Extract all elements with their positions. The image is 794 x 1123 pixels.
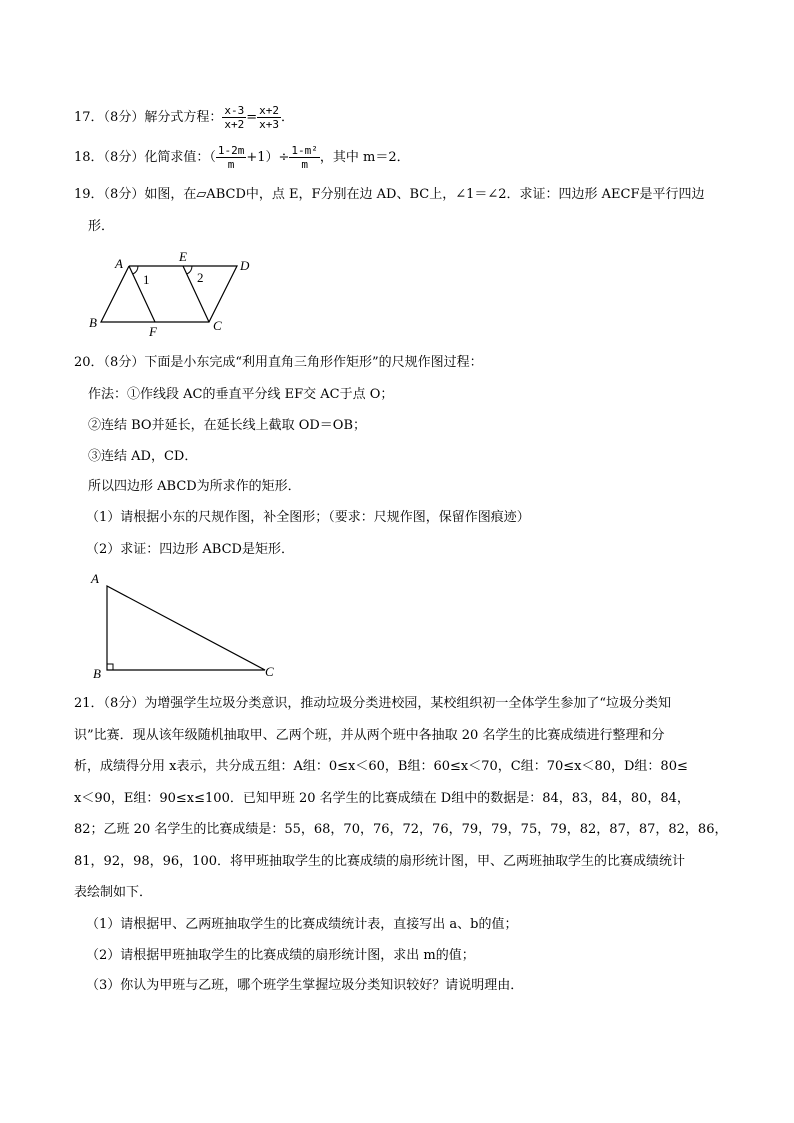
parallelogram-figure [85, 249, 265, 342]
parallelogram-outline [101, 266, 237, 322]
label-e: E [179, 249, 187, 264]
label-angle-1: 1 [143, 272, 150, 287]
q21-line-4: x＜90，E组：90≤x≤100．已知甲班 20 名学生的比赛成绩在 D组中的数据是：84，83，84，80，84， [74, 791, 690, 806]
label-c: C [265, 664, 274, 679]
q18-fraction-1 [216, 144, 247, 171]
label-d: D [240, 258, 250, 273]
segment-af [129, 266, 155, 322]
label-c: C [213, 318, 222, 333]
q17-fraction-2 [257, 104, 281, 131]
label-f: F [149, 324, 157, 339]
q21-line-6: 81，92，98，96，100．将甲班抽取学生的比赛成绩的扇形统计图，甲、乙两班抽取学生的比赛成绩统计 [74, 854, 685, 869]
q20-line-1: 20．（8分）下面是小东完成“利用直角三角形作矩形”的尺规作图过程： [74, 355, 483, 370]
angle-1-arc [133, 266, 138, 274]
label-b: B [89, 315, 97, 330]
q18-f2-denominator: m [301, 158, 308, 171]
q21-line-1: 21．（8分）为增强学生垃圾分类意识，推动垃圾分类进校园，某校组织初一全体学生参加了“垃圾分类知 [74, 696, 671, 711]
q20-step-2: ②连结 BO并延长，在延长线上截取 OD＝OB； [88, 418, 367, 433]
segment-ec [183, 266, 209, 322]
right-triangle-figure [85, 568, 285, 680]
q17-f1-numerator: x-3 [224, 104, 245, 117]
q20-part-2: （2）求证：四边形 ABCD是矩形． [86, 542, 294, 557]
q21-part-3: （3）你认为甲班与乙班，哪个班学生掌握垃圾分类知识较好？请说明理由． [86, 978, 524, 993]
q17-f2-denominator: x+3 [259, 118, 279, 131]
q21-line-5: 82；乙班 20 名学生的比赛成绩是：55，68，70，76，72，76，79，79，75，79，82，87，87，82，86， [74, 822, 728, 837]
q18-fraction-2 [289, 144, 320, 171]
q17-fraction-1 [222, 104, 246, 131]
label-a: A [91, 571, 99, 586]
q17-line [74, 104, 294, 131]
triangle-abc [107, 586, 265, 670]
q21-part-2: （2）请根据甲班抽取学生的比赛成绩的扇形统计图，求出 m的值； [86, 948, 475, 963]
label-angle-2: 2 [197, 270, 204, 285]
q20-step-3: ③连结 AD，CD． [88, 449, 198, 464]
q18-line [74, 144, 410, 171]
right-angle-mark [107, 664, 113, 670]
angle-2-arc [187, 266, 192, 274]
q21-line-2: 识”比赛．现从该年级随机抽取甲、乙两个班，并从两个班中各抽取 20 名学生的比赛成绩进行整理和分 [74, 728, 665, 743]
q17-f1-denominator: x+2 [224, 118, 245, 131]
q18-mid: +1）÷ [246, 150, 290, 165]
q21-line-3: 析，成绩得分用 x表示，共分成五组：A组：0≤x＜60，B组：60≤x＜70，C组：70≤x＜80，D组：80≤ [74, 759, 688, 774]
q19-line-2: 形． [88, 219, 115, 234]
q17-equals: = [246, 110, 258, 125]
q17-prefix: 17．（8分）解分式方程： [74, 110, 223, 125]
q18-suffix: ，其中 m＝2． [319, 150, 410, 165]
q20-part-1: （1）请根据小东的尺规作图，补全图形；（要求：尺规作图，保留作图痕迹） [86, 510, 530, 525]
q21-part-1: （1）请根据甲、乙两班抽取学生的比赛成绩统计表，直接写出 a、b的值； [86, 917, 518, 932]
q19-line-1: 19．（8分）如图，在▱ABCD中，点 E，F分别在边 AD、BC上，∠1＝∠2．求证：四边形 AECF是平行四边 [74, 187, 705, 202]
q18-f1-numerator: 1-2m [217, 144, 245, 157]
q21-line-7: 表绘制如下． [74, 885, 153, 900]
q18-prefix: 18．（8分）化简求值：（ [74, 150, 216, 165]
q17-f2-numerator: x+2 [259, 104, 279, 117]
q18-f1-denominator: m [227, 158, 235, 171]
q20-step-1: 作法：①作线段 AC的垂直平分线 EF交 AC于点 O； [88, 387, 394, 402]
label-b: B [93, 666, 101, 681]
q20-conclusion: 所以四边形 ABCD为所求作的矩形． [88, 479, 301, 494]
q18-f2-numerator: 1-m² [291, 144, 318, 157]
label-a: A [115, 256, 123, 271]
q17-suffix: ． [280, 110, 294, 125]
